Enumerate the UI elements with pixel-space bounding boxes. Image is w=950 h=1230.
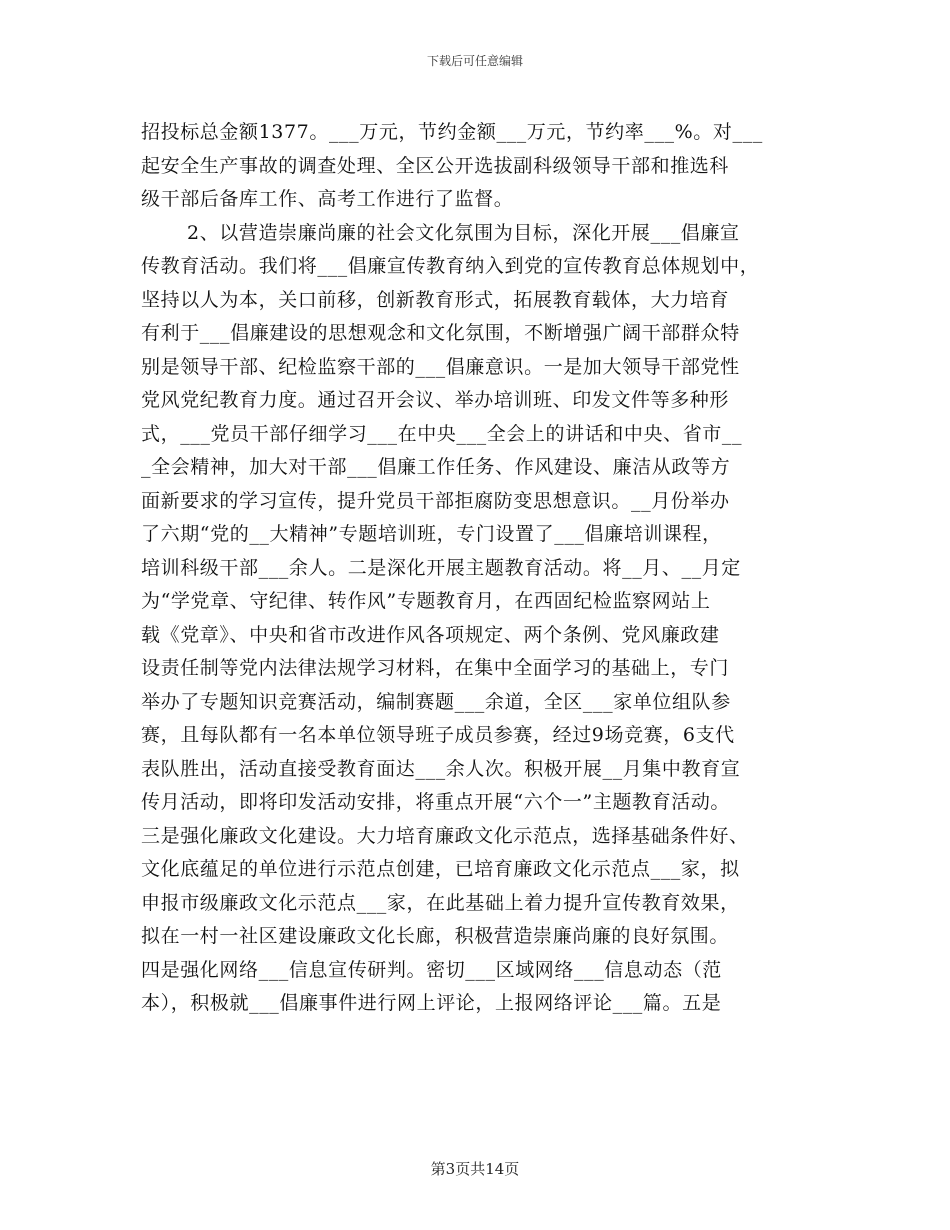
text-line: 面新要求的学习宣传，提升党员干部拒腐防变思想意识。__月份举办	[141, 489, 730, 512]
text-line: 三是强化廉政文化建设。大力培育廉政文化示范点，选择基础条件好、	[141, 824, 749, 847]
text-line: 了六期“党的__大精神”专题培训班，专门设置了___倡廉培训课程，	[141, 523, 722, 545]
text-line: 2、以营造崇廉尚廉的社会文化氛围为目标，深化开展___倡廉宣	[187, 221, 740, 244]
text-line: 申报市级廉政文化示范点___家，在此基础上着力提升宣传教育效果，	[141, 891, 740, 914]
text-line: 为“学党章、守纪律、转作风”专题教育月，在西固纪检监察网站上	[141, 590, 711, 612]
text-line: 别是领导干部、纪检监察干部的___倡廉意识。一是加大领导干部党性	[141, 355, 740, 378]
text-line: 招投标总金额1377。___万元，节约金额___万元，节约率___%。对___	[141, 121, 763, 143]
text-line: 党风党纪教育力度。通过召开会议、举办培训班、印发文件等多种形	[141, 389, 730, 411]
text-line: 文化底蕴足的单位进行示范点创建，已培育廉政文化示范点___家，拟	[141, 858, 740, 880]
text-line: 起安全生产事故的调查处理、全区公开选拔副科级领导干部和推选科	[141, 154, 730, 177]
text-line: 传教育活动。我们将___倡廉宣传教育纳入到党的宣传教育总体规划中，	[141, 255, 760, 277]
text-line: 级干部后备库工作、高考工作进行了监督。	[141, 188, 514, 210]
text-line: 举办了专题知识竞赛活动，编制赛题___余道，全区___家单位组队参	[141, 690, 731, 713]
text-line: 表队胜出，活动直接受教育面达___余人次。积极开展__月集中教育宣	[141, 757, 741, 780]
text-line: 设责任制等党内法律法规学习材料，在集中全面学习的基础上，专门	[141, 657, 730, 679]
page-header: 下载后可任意编辑	[426, 54, 523, 68]
text-line: 传月活动，即将印发活动安排，将重点开展“六个一”主题教育活动。	[141, 791, 731, 813]
text-line: 坚持以人为本，关口前移，创新教育形式，拓展教育载体，大力培育	[141, 288, 730, 311]
text-line: 本），积极就___倡廉事件进行网上评论，上报网络评论___篇。五是	[141, 992, 722, 1014]
text-line: _全会精神，加大对干部___倡廉工作任务、作风建设、廉洁从政等方	[141, 456, 731, 478]
text-line: 有利于___倡廉建设的思想观念和文化氛围，不断增强广阔干部群众特	[141, 322, 740, 344]
text-line: 式，___党员干部仔细学习___在中央___全会上的讲话和中央、省市__	[141, 422, 743, 445]
text-line: 四是强化网络___信息宣传研判。密切___区域网络___信息动态（范	[141, 958, 722, 981]
text-line: 拟在一村一社区建设廉政文化长廊，积极营造崇廉尚廉的良好氛围。	[141, 925, 730, 947]
text-line: 培训科级干部___余人。二是深化开展主题教育活动。将__月、__月定	[141, 556, 741, 579]
text-line: 载《党章》、中央和省市改进作风各项规定、两个条例、党风廉政建	[141, 623, 720, 646]
page-footer: 第3页共14页	[430, 1160, 520, 1178]
body-text	[141, 116, 811, 1021]
text-line: 赛，且每队都有一名本单位领导班子成员参赛，经过9场竞赛，6支代	[141, 724, 735, 746]
